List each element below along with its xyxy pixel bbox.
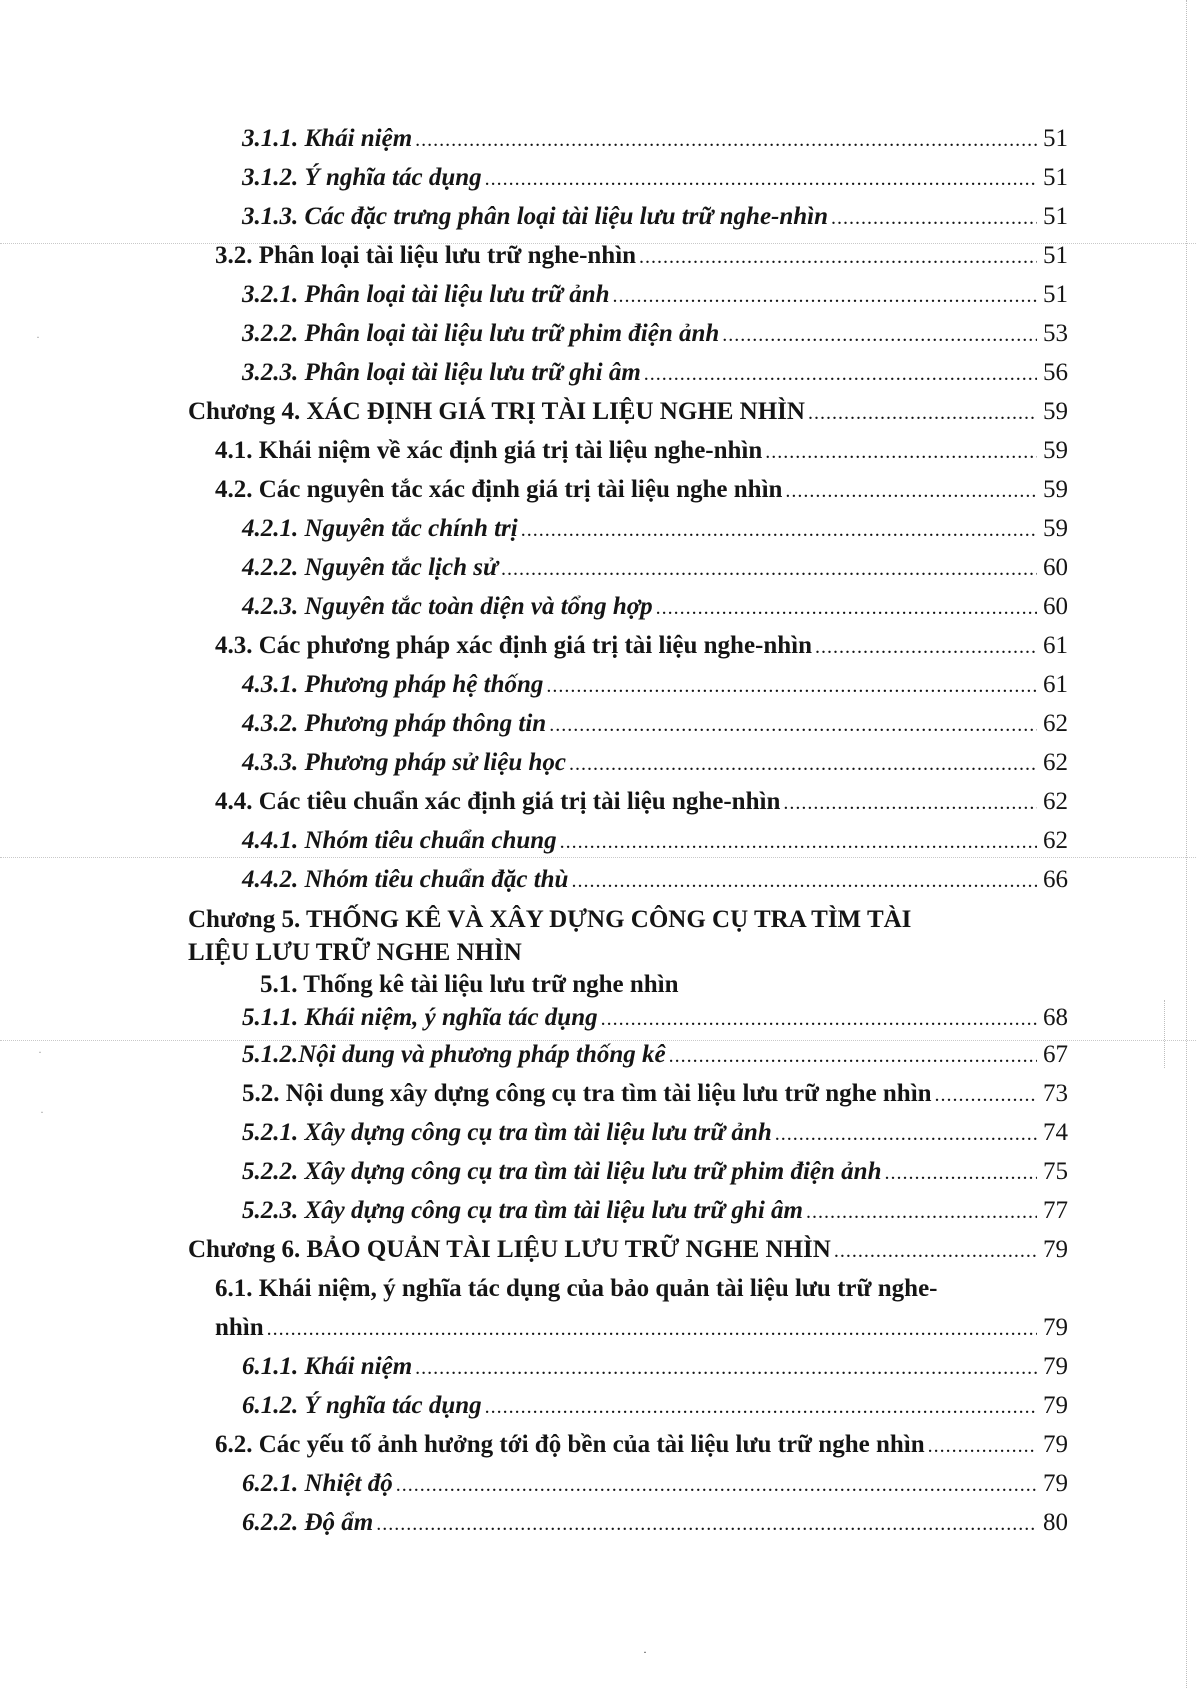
toc-entry-label: 6.1.2. Ý nghĩa tác dụng	[242, 1392, 482, 1419]
toc-entry-label: 4.2.1. Nguyên tắc chính trị	[242, 515, 518, 542]
toc-entry	[188, 509, 1068, 548]
toc-entry	[188, 821, 1068, 860]
toc-entry-label: 4.3.3. Phương pháp sử liệu học	[242, 749, 566, 776]
toc-entry-label: 5.2.1. Xây dựng công cụ tra tìm tài liệu lưu trữ ảnh	[242, 1119, 772, 1146]
toc-page-number: 79	[1043, 1236, 1068, 1263]
dot-leader	[549, 706, 1037, 745]
toc-entry	[188, 743, 1068, 782]
toc-entry	[188, 353, 1068, 392]
dot-leader	[722, 316, 1037, 355]
dot-leader	[808, 394, 1037, 433]
toc-entry-label: 6.1. Khái niệm, ý nghĩa tác dụng của bảo quản tài liệu lưu trữ nghe-	[215, 1275, 938, 1302]
toc-entry	[188, 548, 1068, 587]
toc-entry	[188, 1035, 1068, 1074]
toc-page-number: 66	[1043, 866, 1068, 893]
scan-speck: ·	[38, 1045, 42, 1059]
dot-leader	[935, 1076, 1037, 1115]
toc-entry	[188, 314, 1068, 353]
toc-page-number: 51	[1043, 125, 1068, 152]
toc-page-number: 51	[1043, 242, 1068, 269]
toc-entry	[188, 236, 1068, 275]
dot-leader	[396, 1466, 1037, 1505]
toc-entry-label: Chương 5. THỐNG KÊ VÀ XÂY DỰNG CÔNG CỤ TRA TÌM TÀI	[188, 906, 912, 933]
toc-page-number: 62	[1043, 710, 1068, 737]
dot-leader	[639, 238, 1037, 277]
toc-page-number: 59	[1043, 437, 1068, 464]
toc-page-number: 61	[1043, 632, 1068, 659]
toc-entry-label: 3.2.2. Phân loại tài liệu lưu trữ phim điện ảnh	[242, 320, 720, 347]
toc-page-number: 73	[1043, 1080, 1068, 1107]
toc-entry-label: 3.2.3. Phân loại tài liệu lưu trữ ghi âm	[242, 359, 641, 386]
scan-speck: ·	[40, 1105, 44, 1119]
dot-leader	[569, 745, 1037, 784]
dot-leader	[834, 1232, 1037, 1271]
toc-entry	[188, 860, 1068, 899]
toc-entry-label: 3.1.3. Các đặc trưng phân loại tài liệu lưu trữ nghe-nhìn	[242, 203, 829, 230]
toc-page-number: 62	[1043, 749, 1068, 776]
dot-leader	[485, 1388, 1037, 1427]
dot-leader	[571, 862, 1037, 901]
toc-entry-label: 3.2. Phân loại tài liệu lưu trữ nghe-nhìn	[215, 242, 637, 269]
scan-edge-line	[1186, 0, 1187, 1688]
toc-entry-label: 5.2. Nội dung xây dựng công cụ tra tìm tài liệu lưu trữ nghe nhìn	[242, 1080, 932, 1107]
toc-entry	[188, 626, 1068, 665]
toc-entry-label: 6.2. Các yếu tố ảnh hưởng tới độ bền của tài liệu lưu trữ nghe nhìn	[215, 1431, 925, 1458]
toc-page-number: 51	[1043, 281, 1068, 308]
dot-leader	[613, 277, 1037, 316]
toc-entry	[188, 1503, 1068, 1542]
toc-entry	[188, 275, 1068, 314]
dot-leader	[521, 511, 1037, 550]
toc-page-number: 62	[1043, 827, 1068, 854]
toc-page-number: 77	[1043, 1197, 1068, 1224]
dot-leader	[501, 550, 1037, 589]
dot-leader	[765, 433, 1037, 472]
toc-entry-label-continued: LIỆU LƯU TRỮ NGHE NHÌN	[188, 939, 522, 966]
dot-leader	[775, 1115, 1037, 1154]
toc-entry	[188, 782, 1068, 821]
toc-entry	[188, 969, 1068, 1000]
toc-entry-label: 5.1.2.Nội dung và phương pháp thống kê	[242, 1041, 666, 1068]
toc-entry	[188, 1074, 1068, 1113]
toc-entry	[188, 704, 1068, 743]
toc-entry-label: 4.3. Các phương pháp xác định giá trị tài liệu nghe-nhìn	[215, 632, 813, 659]
toc-page-number: 79	[1043, 1314, 1068, 1341]
dot-leader	[783, 784, 1037, 823]
toc-entry-label: 4.2.3. Nguyên tắc toàn diện và tổng hợp	[242, 593, 653, 620]
toc-entry-label: 4.2. Các nguyên tắc xác định giá trị tài liệu nghe nhìn	[215, 476, 783, 503]
toc-page-number: 74	[1043, 1119, 1068, 1146]
toc-entry-label: 5.1.1. Khái niệm, ý nghĩa tác dụng	[242, 1004, 598, 1031]
toc-entry-label: 3.2.1. Phân loại tài liệu lưu trữ ảnh	[242, 281, 610, 308]
toc-entry-label: 6.2.2. Độ ẩm	[242, 1509, 374, 1536]
toc-page-number: 51	[1043, 164, 1068, 191]
toc-page-number: 53	[1043, 320, 1068, 347]
toc-entry-label: 6.1.1. Khái niệm	[242, 1353, 413, 1380]
dot-leader	[415, 1349, 1037, 1388]
toc-chapter-entry	[188, 392, 1068, 431]
toc-entry-label-continued: nhìn	[215, 1314, 264, 1341]
dot-leader	[485, 160, 1037, 199]
toc-entry-label: 6.2.1. Nhiệt độ	[242, 1470, 393, 1497]
dot-leader	[884, 1154, 1037, 1193]
toc-entry-label: 4.4.1. Nhóm tiêu chuẩn chung	[242, 827, 557, 854]
toc-entry-label: 4.3.1. Phương pháp hệ thống	[242, 671, 544, 698]
dot-leader	[669, 1037, 1037, 1076]
toc-page-number: 51	[1043, 203, 1068, 230]
toc-entry-label: 3.1.2. Ý nghĩa tác dụng	[242, 164, 482, 191]
toc-page-number: 60	[1043, 593, 1068, 620]
toc-entry	[188, 1191, 1068, 1230]
table-of-contents	[188, 119, 1068, 1542]
toc-entry-label: 4.3.2. Phương pháp thông tin	[242, 710, 547, 737]
toc-chapter-entry	[188, 1230, 1068, 1269]
dot-leader	[267, 1310, 1037, 1349]
toc-entry	[188, 197, 1068, 236]
toc-entry	[188, 1000, 1068, 1035]
toc-entry	[188, 665, 1068, 704]
toc-entry	[188, 1464, 1068, 1503]
toc-entry-label: 4.4. Các tiêu chuẩn xác định giá trị tài liệu nghe-nhìn	[215, 788, 781, 815]
toc-page-number: 59	[1043, 398, 1068, 425]
toc-page-number: 62	[1043, 788, 1068, 815]
toc-entry-label: 5.2.2. Xây dựng công cụ tra tìm tài liệu lưu trữ phim điện ảnh	[242, 1158, 882, 1185]
scan-speck: ·	[643, 1645, 647, 1659]
toc-entry-label: 5.2.3. Xây dựng công cụ tra tìm tài liệu lưu trữ ghi âm	[242, 1197, 803, 1224]
toc-page-number: 59	[1043, 515, 1068, 542]
dot-leader	[644, 355, 1037, 394]
toc-page-number: 61	[1043, 671, 1068, 698]
dot-leader	[546, 667, 1037, 706]
dot-leader	[376, 1505, 1037, 1544]
scan-edge-line	[1164, 1000, 1165, 1068]
dot-leader	[560, 823, 1037, 862]
dot-leader	[928, 1427, 1037, 1466]
toc-entry	[188, 470, 1068, 509]
toc-chapter-entry	[188, 899, 1068, 969]
dot-leader	[785, 472, 1037, 511]
toc-page-number: 67	[1043, 1041, 1068, 1068]
toc-page-number: 60	[1043, 554, 1068, 581]
dot-leader	[656, 589, 1037, 628]
toc-page-number: 79	[1043, 1353, 1068, 1380]
toc-page-number: 59	[1043, 476, 1068, 503]
toc-entry-label: 4.4.2. Nhóm tiêu chuẩn đặc thù	[242, 866, 569, 893]
toc-entry	[188, 1425, 1068, 1464]
toc-entry	[188, 1386, 1068, 1425]
toc-entry	[188, 1152, 1068, 1191]
toc-entry-label: 4.2.2. Nguyên tắc lịch sử	[242, 554, 498, 581]
toc-entry	[188, 1113, 1068, 1152]
dot-leader	[815, 628, 1037, 667]
toc-entry-label: 5.1. Thống kê tài liệu lưu trữ nghe nhìn	[260, 971, 679, 998]
toc-entry-label: 3.1.1. Khái niệm	[242, 125, 413, 152]
dot-leader	[831, 199, 1037, 238]
toc-page-number: 80	[1043, 1509, 1068, 1536]
toc-page-number: 79	[1043, 1470, 1068, 1497]
toc-page-number: 79	[1043, 1392, 1068, 1419]
dot-leader	[415, 121, 1037, 160]
toc-entry-label: 4.1. Khái niệm về xác định giá trị tài liệu nghe-nhìn	[215, 437, 763, 464]
toc-entry-label: Chương 6. BẢO QUẢN TÀI LIỆU LƯU TRỮ NGHE NHÌN	[188, 1236, 831, 1263]
scan-speck: ·	[36, 330, 40, 344]
toc-entry	[188, 1347, 1068, 1386]
dot-leader	[601, 1002, 1037, 1037]
toc-page-number: 75	[1043, 1158, 1068, 1185]
toc-entry	[188, 119, 1068, 158]
toc-entry	[188, 1269, 1068, 1347]
toc-entry-label: Chương 4. XÁC ĐỊNH GIÁ TRỊ TÀI LIỆU NGHE NHÌN	[188, 398, 805, 425]
toc-entry	[188, 158, 1068, 197]
toc-page-number: 56	[1043, 359, 1068, 386]
toc-entry	[188, 587, 1068, 626]
toc-page-number: 68	[1043, 1004, 1068, 1031]
toc-entry	[188, 431, 1068, 470]
toc-page-number: 79	[1043, 1431, 1068, 1458]
dot-leader	[806, 1193, 1037, 1232]
